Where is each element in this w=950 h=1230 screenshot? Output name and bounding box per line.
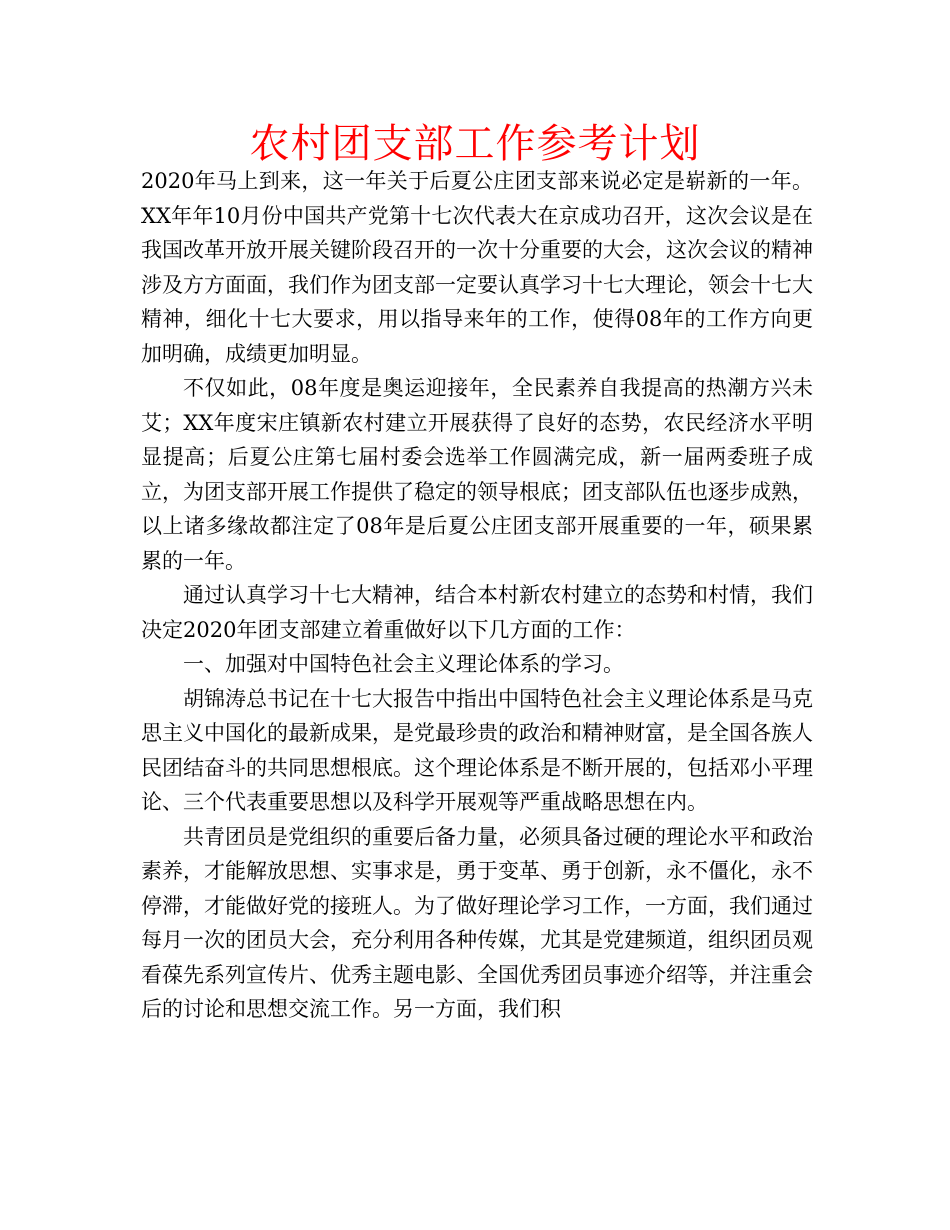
document-body [141,164,813,1027]
paragraph-3: 通过认真学习十七大精神，结合本村新农村建立的态势和村情，我们决定2020年团支部建立着重做好以下几方面的工作： [141,583,813,642]
paragraph-5: 共青团员是党组织的重要后备力量，必须具备过硬的理论水平和政治素养，才能解放思想、实事求是，勇于变革、勇于创新，永不僵化，永不停滞，才能做好党的接班人。为了做好理论学习工作，一方面，我们通过每月一次的团员大会，充分利用各种传媒，尤其是党建频道，组织团员观看葆先系列宣传片、优秀主题电影、全国优秀团员事迹介绍等，并注重会后的讨论和思想交流工作。另一方面，我们积 [141,824,813,1021]
paragraph-2: 不仅如此，08年度是奥运迎接年，全民素养自我提高的热潮方兴未艾；XX年度宋庄镇新农村建立开展获得了良好的态势，农民经济水平明显提高；后夏公庄第七届村委会选举工作圆满完成，新一届两委班子成立，为团支部开展工作提供了稳定的领导根底；团支部队伍也逐步成熟，以上诸多缘故都注定了08年是后夏公庄团支部开展重要的一年，硕果累累的一年。 [141,376,813,573]
paragraph-1: 2020年马上到来，这一年关于后夏公庄团支部来说必定是崭新的一年。XX年年10月份中国共产党第十七次代表大在京成功召开，这次会议是在我国改革开放开展关键阶段召开的一次十分重要的大会，这次会议的精神涉及方方面面，我们作为团支部一定要认真学习十七大理论，领会十七大精神，细化十七大要求，用以指导来年的工作，使得08年的工作方向更加明确，成绩更加明显。 [141,169,813,366]
section-heading-1: 一、加强对中国特色社会主义理论体系的学习。 [183,652,624,676]
paragraph-4: 胡锦涛总书记在十七大报告中指出中国特色社会主义理论体系是马克思主义中国化的最新成果，是党最珍贵的政治和精神财富，是全国各族人民团结奋斗的共同思想根底。这个理论体系是不断开展的，包括邓小平理论、三个代表重要思想以及科学开展观等严重战略思想在内。 [141,686,813,814]
document-title: 农村团支部工作参考计划 [249,121,701,167]
